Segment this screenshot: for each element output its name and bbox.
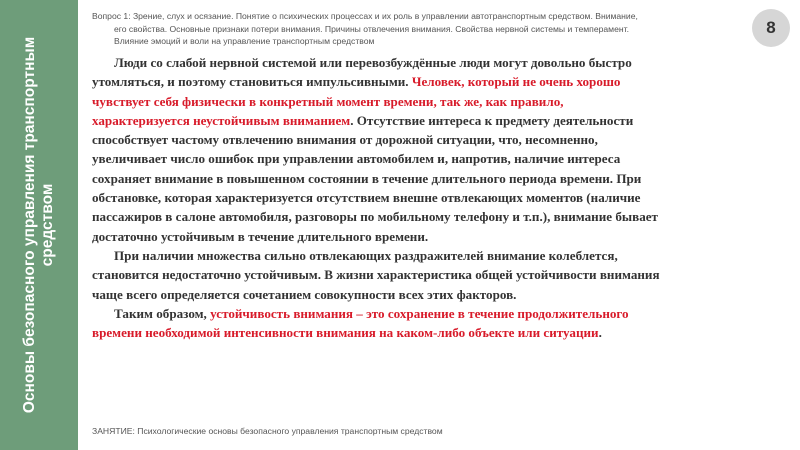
emphasis-text: времени необходимой интенсивности внимания на каком-либо объекте или ситуации	[92, 325, 599, 341]
emphasis-text: чувствует себя физически в конкретный момент времени, так же, как правило,	[92, 93, 564, 109]
text-line	[92, 323, 784, 342]
slide-footer: ЗАНЯТИЕ: Психологические основы безопасного управления транспортным средством	[92, 426, 443, 436]
text-line: достаточно устойчивым в течение длительного времени.	[92, 228, 429, 244]
emphasis-text: устойчивость внимания – это сохранение в течение продолжительного	[210, 305, 629, 321]
sidebar-title: Основы безопасного управления транспортным средством	[21, 36, 56, 414]
slide-body	[92, 53, 784, 342]
text-line: обстановке, которая характеризуется отсутствием внешне отвлекающих моментов (наличие	[92, 190, 641, 206]
sidebar	[0, 0, 78, 450]
text-line: чаще всего определяется сочетанием совокупности всех этих факторов.	[92, 286, 517, 302]
text-span: утомляться, и поэтому становиться импульсивными.	[92, 74, 412, 90]
text-span: Таким образом,	[114, 305, 211, 321]
header-line-3: Влияние эмоций и воли на управление транспортным средством	[114, 36, 375, 46]
slide-number-badge: 8	[752, 9, 790, 47]
text-line: сохраняет внимание в повышенном состоянии в течение длительного периода времени. При	[92, 170, 642, 186]
emphasis-text: Человек, который не очень хорошо	[411, 74, 621, 90]
text-line: пассажиров в салоне автомобиля, разговоры по мобильному телефону и т.п.), внимание бывает	[92, 209, 658, 225]
text-line: Люди со слабой нервной системой или перевозбуждённые люди могут довольно быстро	[114, 55, 632, 70]
header-line-1: Вопрос 1: Зрение, слух и осязание. Понятие о психических процессах и их роль в управлении автотранспортным средством. Внимание,	[92, 11, 638, 21]
text-line	[92, 111, 784, 130]
emphasis-text: характеризуется неустойчивым вниманием	[92, 112, 351, 128]
text-line	[92, 304, 784, 323]
slide-header	[92, 10, 732, 48]
text-line: увеличивает число ошибок при управлении автомобилем и, напротив, наличие интереса	[92, 151, 621, 167]
text-line	[92, 72, 784, 91]
text-span: .	[598, 325, 602, 341]
text-span: . Отсутствие интереса к предмету деятельности	[350, 112, 634, 128]
text-line: способствует частому отвлечению внимания от дорожной ситуации, что, несомненно,	[92, 132, 598, 148]
text-line: При наличии множества сильно отвлекающих раздражителей внимание колеблется,	[114, 247, 618, 263]
text-line: становится недостаточно устойчивым. В жизни характеристика общей устойчивости внимания	[92, 267, 660, 283]
header-line-2: его свойства. Основные признаки потери внимания. Причины отвлечения внимания. Свойства нервной системы и темперамент.	[114, 23, 629, 34]
